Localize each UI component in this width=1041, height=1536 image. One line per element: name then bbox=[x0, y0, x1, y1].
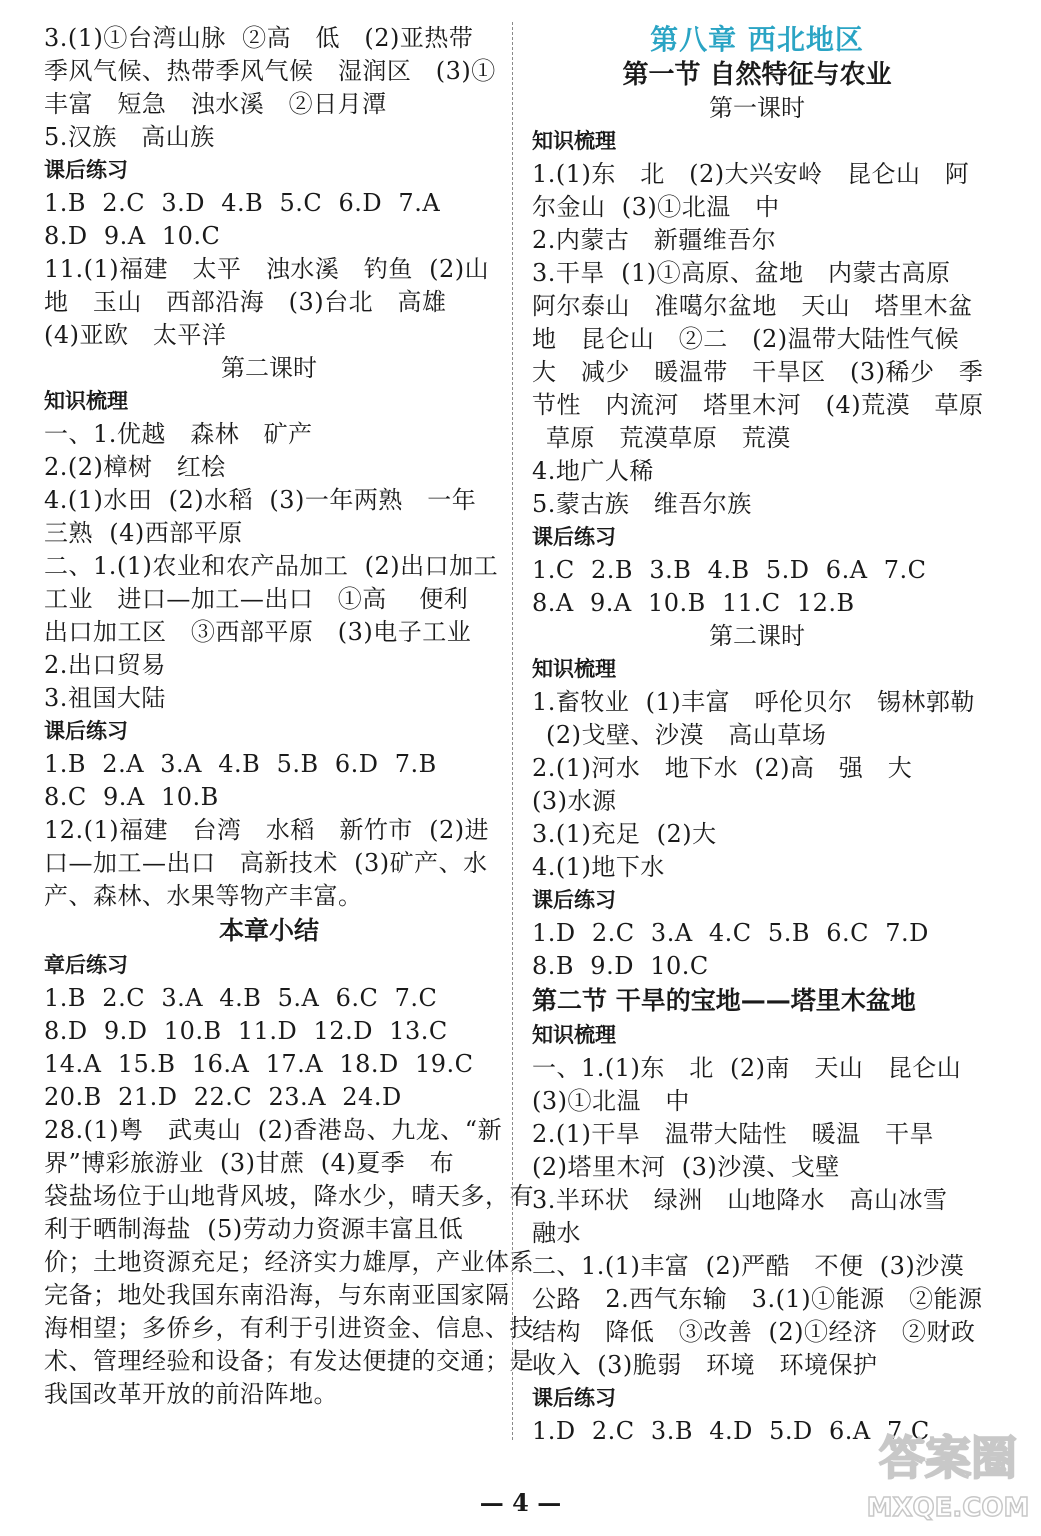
text-line: 4.地广人稀 bbox=[532, 457, 654, 485]
watermark-top-text: 答案圈 bbox=[879, 1431, 1017, 1485]
text-line: 季风气候、热带季风气候 湿润区 (3)① bbox=[44, 57, 496, 85]
text-line: 2.出口贸易 bbox=[44, 651, 166, 679]
text-line: 二、1.(1)丰富 (2)严酷 不便 (3)沙漠 bbox=[532, 1252, 965, 1280]
text-line: 3.半环状 绿洲 山地降水 高山冰雪 bbox=[532, 1186, 948, 1214]
text-line: 2.(2)樟树 红桧 bbox=[44, 453, 226, 481]
text-line: 2.内蒙古 新疆维吾尔 bbox=[532, 226, 777, 254]
text-line: 3.干旱 (1)①高原、盆地 内蒙古高原 bbox=[532, 259, 951, 287]
right-block-5 bbox=[532, 1052, 982, 1382]
text-line: 1.B 2.C 3.D 4.B 5.C 6.D 7.A bbox=[44, 189, 441, 217]
text-line: (3)水源 bbox=[532, 787, 617, 815]
watermark-logo bbox=[863, 1412, 1033, 1530]
text-line: 3.祖国大陆 bbox=[44, 684, 166, 712]
right-column bbox=[532, 22, 982, 1448]
text-line: 地 玉山 西部沿海 (3)台北 高雄 bbox=[44, 288, 447, 316]
text-line: 一、1.优越 森林 矿产 bbox=[44, 420, 313, 448]
watermark-bottom-text: MXQE.COM bbox=[866, 1493, 1030, 1523]
text-line: 1.畜牧业 (1)丰富 呼伦贝尔 锡林郭勒 bbox=[532, 688, 975, 716]
text-line: 尔金山 (3)①北温 中 bbox=[532, 193, 780, 221]
text-line: 收入 (3)脆弱 环境 环境保护 bbox=[532, 1351, 878, 1379]
text-line: 阿尔泰山 准噶尔盆地 天山 塔里木盆 bbox=[532, 292, 973, 320]
text-line: 草原 荒漠草原 荒漠 bbox=[546, 424, 791, 452]
right-block-2 bbox=[532, 554, 982, 620]
lesson-title: 第二课时 bbox=[221, 354, 317, 382]
text-line: 1.(1)东 北 (2)大兴安岭 昆仑山 阿 bbox=[532, 160, 970, 188]
text-line: 出口加工区 ③西部平原 (3)电子工业 bbox=[44, 618, 472, 646]
text-line: 产、森林、水果等物产丰富。 bbox=[44, 882, 363, 910]
text-line: 4.(1)地下水 bbox=[532, 853, 665, 881]
text-line: 8.D 9.A 10.C bbox=[44, 222, 221, 250]
heading-after-class-practice: 课后练习 bbox=[532, 525, 616, 549]
text-line: 我国改革开放的前沿阵地。 bbox=[44, 1380, 338, 1408]
text-line: 利于晒制海盐 (5)劳动力资源丰富且低 bbox=[44, 1215, 464, 1243]
text-line: 4.(1)水田 (2)水稻 (3)一年两熟 一年 bbox=[44, 486, 477, 514]
text-line: 袋盐场位于山地背风坡，降水少，晴天多，有 bbox=[44, 1182, 534, 1210]
heading-after-class-practice: 课后练习 bbox=[44, 158, 128, 182]
text-line: 口—加工—出口 高新技术 (3)矿产、水 bbox=[44, 849, 488, 877]
text-line: 结构 降低 ③改善 (2)①经济 ②财政 bbox=[532, 1318, 976, 1346]
heading-knowledge-review: 知识梳理 bbox=[532, 129, 616, 153]
text-line: (2)戈壁、沙漠 高山草场 bbox=[546, 721, 827, 749]
text-line: 8.D 9.D 10.B 11.D 12.D 13.C bbox=[44, 1017, 448, 1045]
chapter-summary-title: 本章小结 bbox=[218, 916, 319, 945]
text-line: 术、管理经验和设备；有发达便捷的交通；是 bbox=[44, 1347, 534, 1375]
text-line: 1.C 2.B 3.B 4.B 5.D 6.A 7.C bbox=[532, 556, 927, 584]
text-line: 工业 进口—加工—出口 ①高 便利 bbox=[44, 585, 469, 613]
text-line: 2.(1)河水 地下水 (2)高 强 大 bbox=[532, 754, 913, 782]
text-line: 28.(1)粤 武夷山 (2)香港岛、九龙、“新 bbox=[44, 1116, 503, 1144]
text-line: 1.D 2.C 3.A 4.C 5.B 6.C 7.D bbox=[532, 919, 929, 947]
chapter-title: 第八章 西北地区 bbox=[650, 23, 864, 56]
text-line: (2)塔里木河 (3)沙漠、戈壁 bbox=[532, 1153, 840, 1181]
section-title: 第二节 干旱的宝地——塔里木盆地 bbox=[532, 986, 916, 1015]
text-line: 8.B 9.D 10.C bbox=[532, 952, 709, 980]
text-line: 8.A 9.A 10.B 11.C 12.B bbox=[532, 589, 855, 617]
text-line: 20.B 21.D 22.C 23.A 24.D bbox=[44, 1083, 402, 1111]
text-line: 三熟 (4)西部平原 bbox=[44, 519, 243, 547]
text-line: 一、1.(1)东 北 (2)南 天山 昆仑山 bbox=[532, 1054, 962, 1082]
text-line: 大 减少 暖温带 干旱区 (3)稀少 季 bbox=[532, 358, 984, 386]
text-line: 5.蒙古族 维吾尔族 bbox=[532, 490, 752, 518]
lesson-title: 第二课时 bbox=[709, 622, 805, 650]
text-line: 14.A 15.B 16.A 17.A 18.D 19.C bbox=[44, 1050, 474, 1078]
text-line: 地 昆仑山 ②二 (2)温带大陆性气候 bbox=[532, 325, 960, 353]
left-column bbox=[44, 22, 534, 1411]
heading-after-class-practice: 课后练习 bbox=[532, 888, 616, 912]
heading-knowledge-review: 知识梳理 bbox=[532, 657, 616, 681]
heading-knowledge-review: 知识梳理 bbox=[44, 389, 128, 413]
text-line: 1.B 2.A 3.A 4.B 5.B 6.D 7.B bbox=[44, 750, 437, 778]
column-divider bbox=[512, 22, 513, 1440]
text-line: 8.C 9.A 10.B bbox=[44, 783, 219, 811]
text-line: 5.汉族 高山族 bbox=[44, 123, 215, 151]
heading-after-class-practice: 课后练习 bbox=[44, 719, 128, 743]
text-line: 1.B 2.C 3.A 4.B 5.A 6.C 7.C bbox=[44, 984, 438, 1012]
lesson-title: 第一课时 bbox=[709, 94, 805, 122]
text-line: 12.(1)福建 台湾 水稻 新竹市 (2)进 bbox=[44, 816, 490, 844]
text-line: (4)亚欧 太平洋 bbox=[44, 321, 227, 349]
text-line: (3)①北温 中 bbox=[532, 1087, 690, 1115]
text-line: 融水 bbox=[532, 1219, 581, 1247]
left-block-2 bbox=[44, 187, 494, 352]
text-line: 2.(1)干旱 温带大陆性 暖温 干旱 bbox=[532, 1120, 935, 1148]
left-block-3 bbox=[44, 418, 499, 715]
left-block-5 bbox=[44, 982, 534, 1411]
left-block-1 bbox=[44, 22, 494, 154]
text-line: 界”博彩旅游业 (3)甘蔗 (4)夏季 布 bbox=[44, 1149, 455, 1177]
left-block-4 bbox=[44, 748, 494, 913]
text-line: 丰富 短急 浊水溪 ②日月潭 bbox=[44, 90, 387, 118]
text-line: 节性 内流河 塔里木河 (4)荒漠 草原 bbox=[532, 391, 984, 419]
text-line: 3.(1)充足 (2)大 bbox=[532, 820, 717, 848]
text-line: 完备；地处我国东南沿海，与东南亚国家隔 bbox=[44, 1281, 510, 1309]
text-line: 海相望；多侨乡，有利于引进资金、信息、技 bbox=[44, 1314, 534, 1342]
text-line: 1.D 2.C 3.B 4.D 5.D 6.A 7.C bbox=[532, 1417, 930, 1445]
heading-knowledge-review: 知识梳理 bbox=[532, 1023, 616, 1047]
text-line: 二、1.(1)农业和农产品加工 (2)出口加工 bbox=[44, 552, 499, 580]
right-block-3 bbox=[532, 686, 982, 884]
text-line: 公路 2.西气东输 3.(1)①能源 ②能源 bbox=[532, 1285, 983, 1313]
text-line: 3.(1)①台湾山脉 ②高 低 (2)亚热带 bbox=[44, 24, 474, 52]
section-title: 第一节 自然特征与农业 bbox=[622, 60, 892, 90]
text-line: 11.(1)福建 太平 浊水溪 钓鱼 (2)山 bbox=[44, 255, 490, 283]
page-number: — 4 — bbox=[479, 1488, 562, 1517]
text-line: 价；土地资源充足；经济实力雄厚，产业体系 bbox=[44, 1248, 534, 1276]
right-block-4 bbox=[532, 917, 982, 983]
heading-chapter-practice: 章后练习 bbox=[44, 953, 128, 977]
right-block-1 bbox=[532, 158, 982, 521]
heading-after-class-practice: 课后练习 bbox=[532, 1386, 616, 1410]
